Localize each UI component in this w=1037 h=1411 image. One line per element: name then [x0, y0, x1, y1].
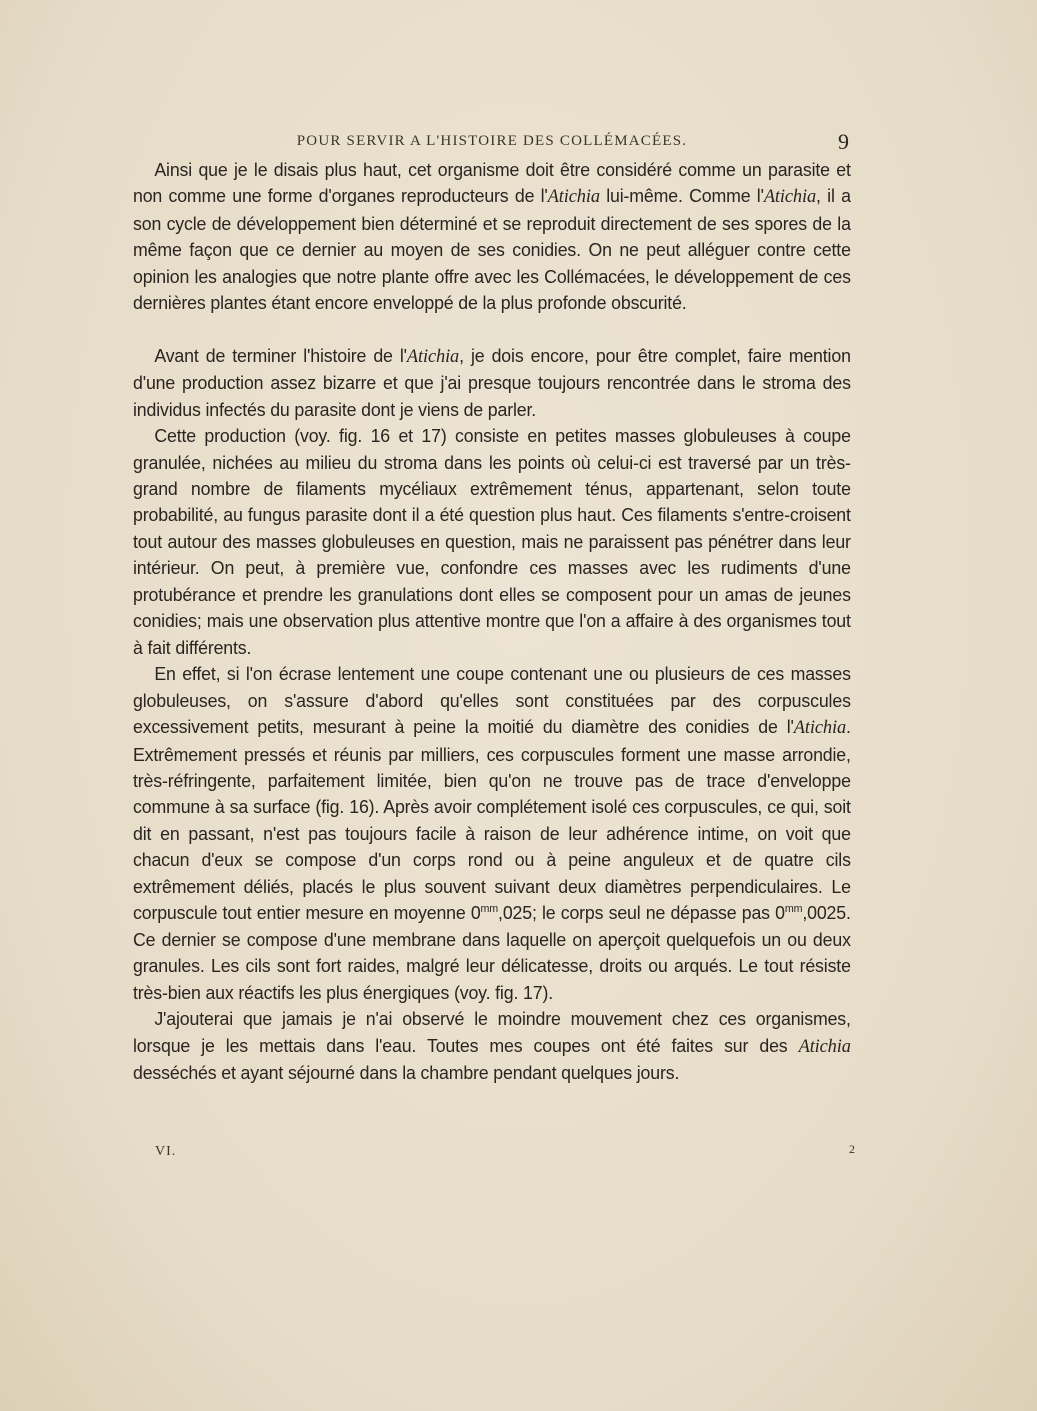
- paragraph: [133, 343, 851, 423]
- text-run: Ainsi que je le disais plus haut, cet organisme doit être considéré comme un parasite et non comme une forme d'organes reproducteurs de l': [133, 159, 851, 207]
- unit-superscript: mm: [480, 903, 499, 916]
- signature-mark: VI.: [155, 1144, 177, 1159]
- unit-superscript: mm: [784, 903, 803, 916]
- italic-term: Atichia: [406, 345, 460, 367]
- paragraph: [133, 1006, 851, 1086]
- italic-term: Atichia: [547, 186, 600, 208]
- text-run: . Extrêmement pressés et réunis par milliers, ces corpuscules forment une masse arrondie, très-réfringente, parfaitement limitée, bien qu'on ne trouve pas de trace d'enveloppe commune à sa surface (fig. 16). Après avoir complétement isolé ces corpuscules, ce qui, soit dit en passant, n'est pas toujours facile à raison de leur adhérence intime, on voit que chacun d'eux se compose d'un corps rond ou à peine anguleux et de quatre cils extrêmement déliés, placés le plus souvent suivant deux diamètres perpendiculaires. Le corpuscule tout entier mesure en moyenne 0: [133, 716, 851, 924]
- text-run: ,025; le corps seul ne dépasse pas 0: [498, 902, 785, 924]
- paragraph: [133, 423, 851, 661]
- text-run: ,0025. Ce dernier se compose d'une membrane dans laquelle on aperçoit quelquefois un ou deux granules. Les cils sont fort raides, malgré leur délicatesse, droits ou arqués. Le tout résiste très-bien aux réactifs les plus énergiques (voy. fig. 17).: [133, 902, 851, 1003]
- page-header: [133, 129, 851, 155]
- sheet-number: 2: [849, 1142, 855, 1156]
- body-text: [133, 157, 851, 1086]
- italic-term: Atichia: [798, 1035, 851, 1057]
- text-run: Cette production (voy. fig. 16 et 17) consiste en petites masses globuleuses à coupe granulée, nichées au milieu du stroma dans les points où celui-ci est traversé par un très-grand nombre de filaments mycéliaux extrêmement ténus, appartenant, selon toute probabilité, au fungus parasite dont il a été question plus haut. Ces filaments s'entre-croisent tout autour des masses globuleuses en question, mais ne paraissent pas pénétrer dans leur intérieur. On peut, à première vue, confondre ces masses avec les rudiments d'une protubérance et prendre les granulations dont elles se composent pour un amas de jeunes conidies; mais une observation plus attentive montre que l'on a affaire à des organismes tout à fait différents.: [133, 425, 851, 658]
- text-run: , je dois encore, pour être complet, faire mention d'une production assez bizarre et que j'ai presque toujours rencontrée dans le stroma des individus infectés du parasite dont je viens de parler.: [133, 344, 851, 420]
- paragraph: [133, 157, 851, 317]
- text-run: En effet, si l'on écrase lentement une coupe contenant une ou plusieurs de ces masses globuleuses, on s'assure d'abord qu'elles sont constituées par des corpuscules excessivement petits, mesurant à peine la moitié du diamètre des conidies de l': [133, 663, 851, 738]
- italic-term: Atichia: [793, 717, 847, 739]
- text-run: desséchés et ayant séjourné dans la chambre pendant quelques jours.: [133, 1061, 680, 1083]
- page-number: 9: [838, 129, 849, 154]
- text-run: Avant de terminer l'histoire de l': [154, 344, 407, 366]
- text-run: J'ajouterai que jamais je n'ai observé le moindre mouvement chez ces organismes, lorsque je les mettais dans l'eau. Toutes mes coupes ont été faites sur des: [133, 1008, 851, 1056]
- running-title: POUR SERVIR A L'HISTOIRE DES COLLÉMACÉES.: [296, 133, 688, 149]
- paragraph: [133, 661, 851, 1006]
- text-run: , il a son cycle de développement bien déterminé et se reproduit directement de ses spores de la même façon que ce dernier au moyen de ses conidies. On ne peut alléguer contre cette opinion les analogies que notre plante offre avec les Collémacées, le développement de ces dernières plantes étant encore enveloppé de la plus profonde obscurité.: [133, 185, 851, 314]
- page-footer: [155, 1144, 855, 1166]
- text-run: lui-même. Comme l': [599, 185, 764, 207]
- italic-term: Atichia: [763, 186, 817, 208]
